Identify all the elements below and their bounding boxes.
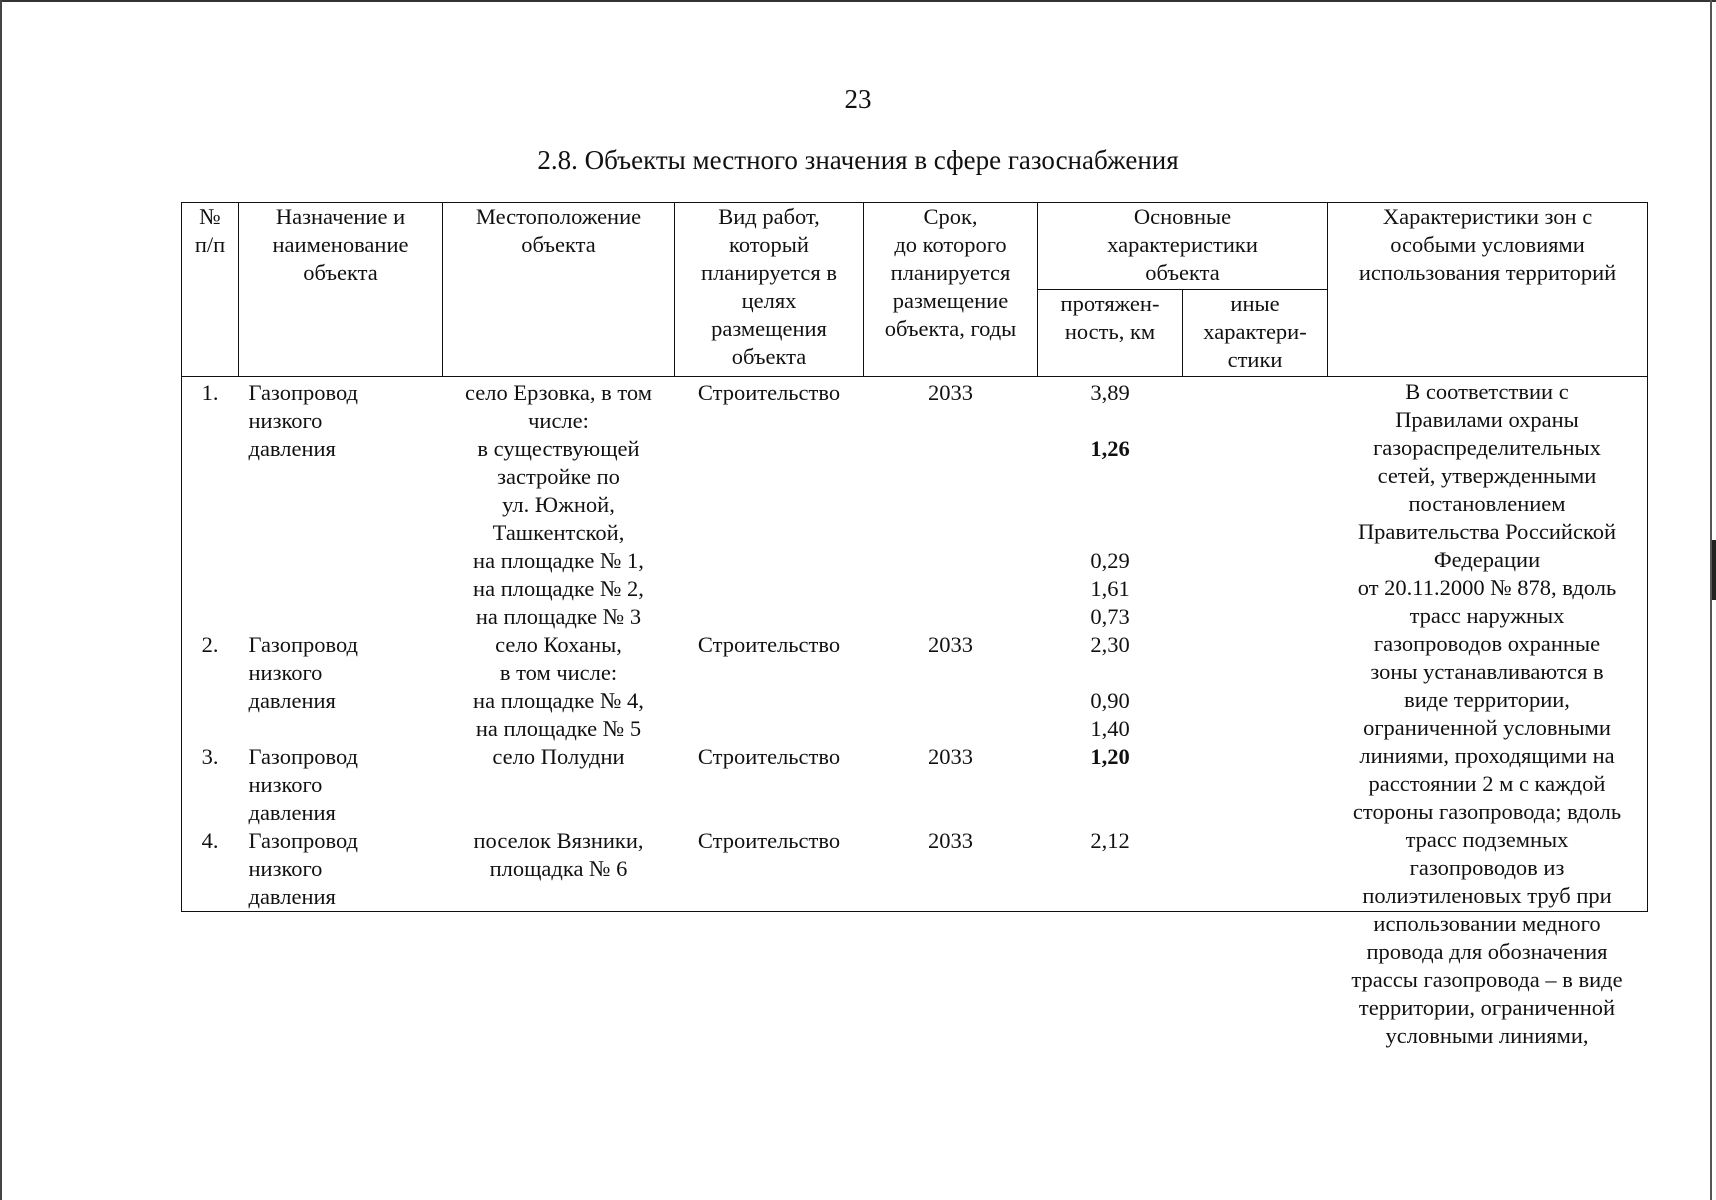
header-zones: Характеристики зон с особыми условиями использования территорий — [1328, 203, 1648, 377]
header-row-top — [182, 203, 1648, 290]
header-name: Назначение и наименование объекта — [239, 203, 443, 377]
row-term: 2033 — [928, 380, 973, 405]
header-location: Местоположение объекта — [443, 203, 675, 377]
zone-characteristics-text: В соответствии с Правилами охраны газораспределительных сетей, утвержденными постановлением Правительства Российской Федерации от 20.11.2000 № 878, вдоль трасс наружных газопроводов охранные зоны устанавливаются в виде территории, ограниченной условными линиями, проходящими на расстоянии 2 м с каждой стороны газопровода; вдоль трасс подземных газопроводов из полиэтиленовых труб при использовании медного провода для обозначения трассы газопровода – в виде территории, ограниченной условными линиями, — [1351, 379, 1623, 1048]
row-other — [1183, 827, 1328, 912]
row-work-type: Строительство — [675, 827, 864, 912]
header-other: иные характери- стики — [1183, 290, 1328, 377]
scan-edge-right — [1710, 0, 1712, 1200]
row-work-type: Строительство — [697, 744, 841, 769]
row-location: село Коханы, в том числе: на площадке № 4, на площадке № 5 — [473, 632, 644, 741]
row-other — [1183, 377, 1328, 632]
row-length: 2,30 0,90 1,40 — [1090, 632, 1130, 741]
row-name: Газопровод низкого давления — [248, 632, 359, 713]
header-term: Срок, до которого планируется размещение объекта, годы — [864, 203, 1038, 377]
header-num: № п/п — [182, 203, 239, 377]
row-length: 3,89 1,26 0,29 1,61 0,73 — [1090, 380, 1130, 629]
row-name: Газопровод низкого давления — [248, 744, 359, 825]
scan-edge-mark — [1712, 540, 1716, 600]
header-main-characteristics: Основные характеристики объекта — [1038, 203, 1328, 290]
row-other — [1183, 631, 1328, 743]
row-num: 1. — [182, 377, 239, 632]
row-location: поселок Вязники, площадка № 6 — [443, 827, 675, 912]
row-term: 2033 — [864, 827, 1038, 912]
row-work-type: Строительство — [697, 380, 841, 405]
row-work-type: Строительство — [697, 632, 841, 657]
row-name: Газопровод низкого давления — [248, 380, 359, 461]
row-name: Газопровод низкого давления — [239, 827, 443, 912]
section-title: 2.8. Объекты местного значения в сфере газоснабжения — [537, 145, 1179, 175]
row-term: 2033 — [928, 632, 973, 657]
row-num: 2. — [182, 631, 239, 743]
header-work-type: Вид работ, который планируется в целях размещения объекта — [675, 203, 864, 377]
row-other — [1183, 743, 1328, 827]
header-length: протяжен- ность, км — [1038, 290, 1183, 377]
row-location: село Полудни — [492, 744, 625, 769]
row-length: 2,12 — [1038, 827, 1183, 912]
row-num: 3. — [182, 743, 239, 827]
scan-edge-left — [0, 0, 2, 1200]
row-location: село Ерзовка, в том числе: в существующей застройке по ул. Южной, Ташкентской, на площадке № 1, на площадке № 2, на площадке № 3 — [465, 380, 652, 629]
scan-edge-top — [0, 0, 1716, 2]
page-number: 23 — [844, 84, 872, 114]
row-num: 4. — [182, 827, 239, 912]
row-term: 2033 — [928, 744, 973, 769]
row-length: 1,20 — [1090, 744, 1130, 769]
